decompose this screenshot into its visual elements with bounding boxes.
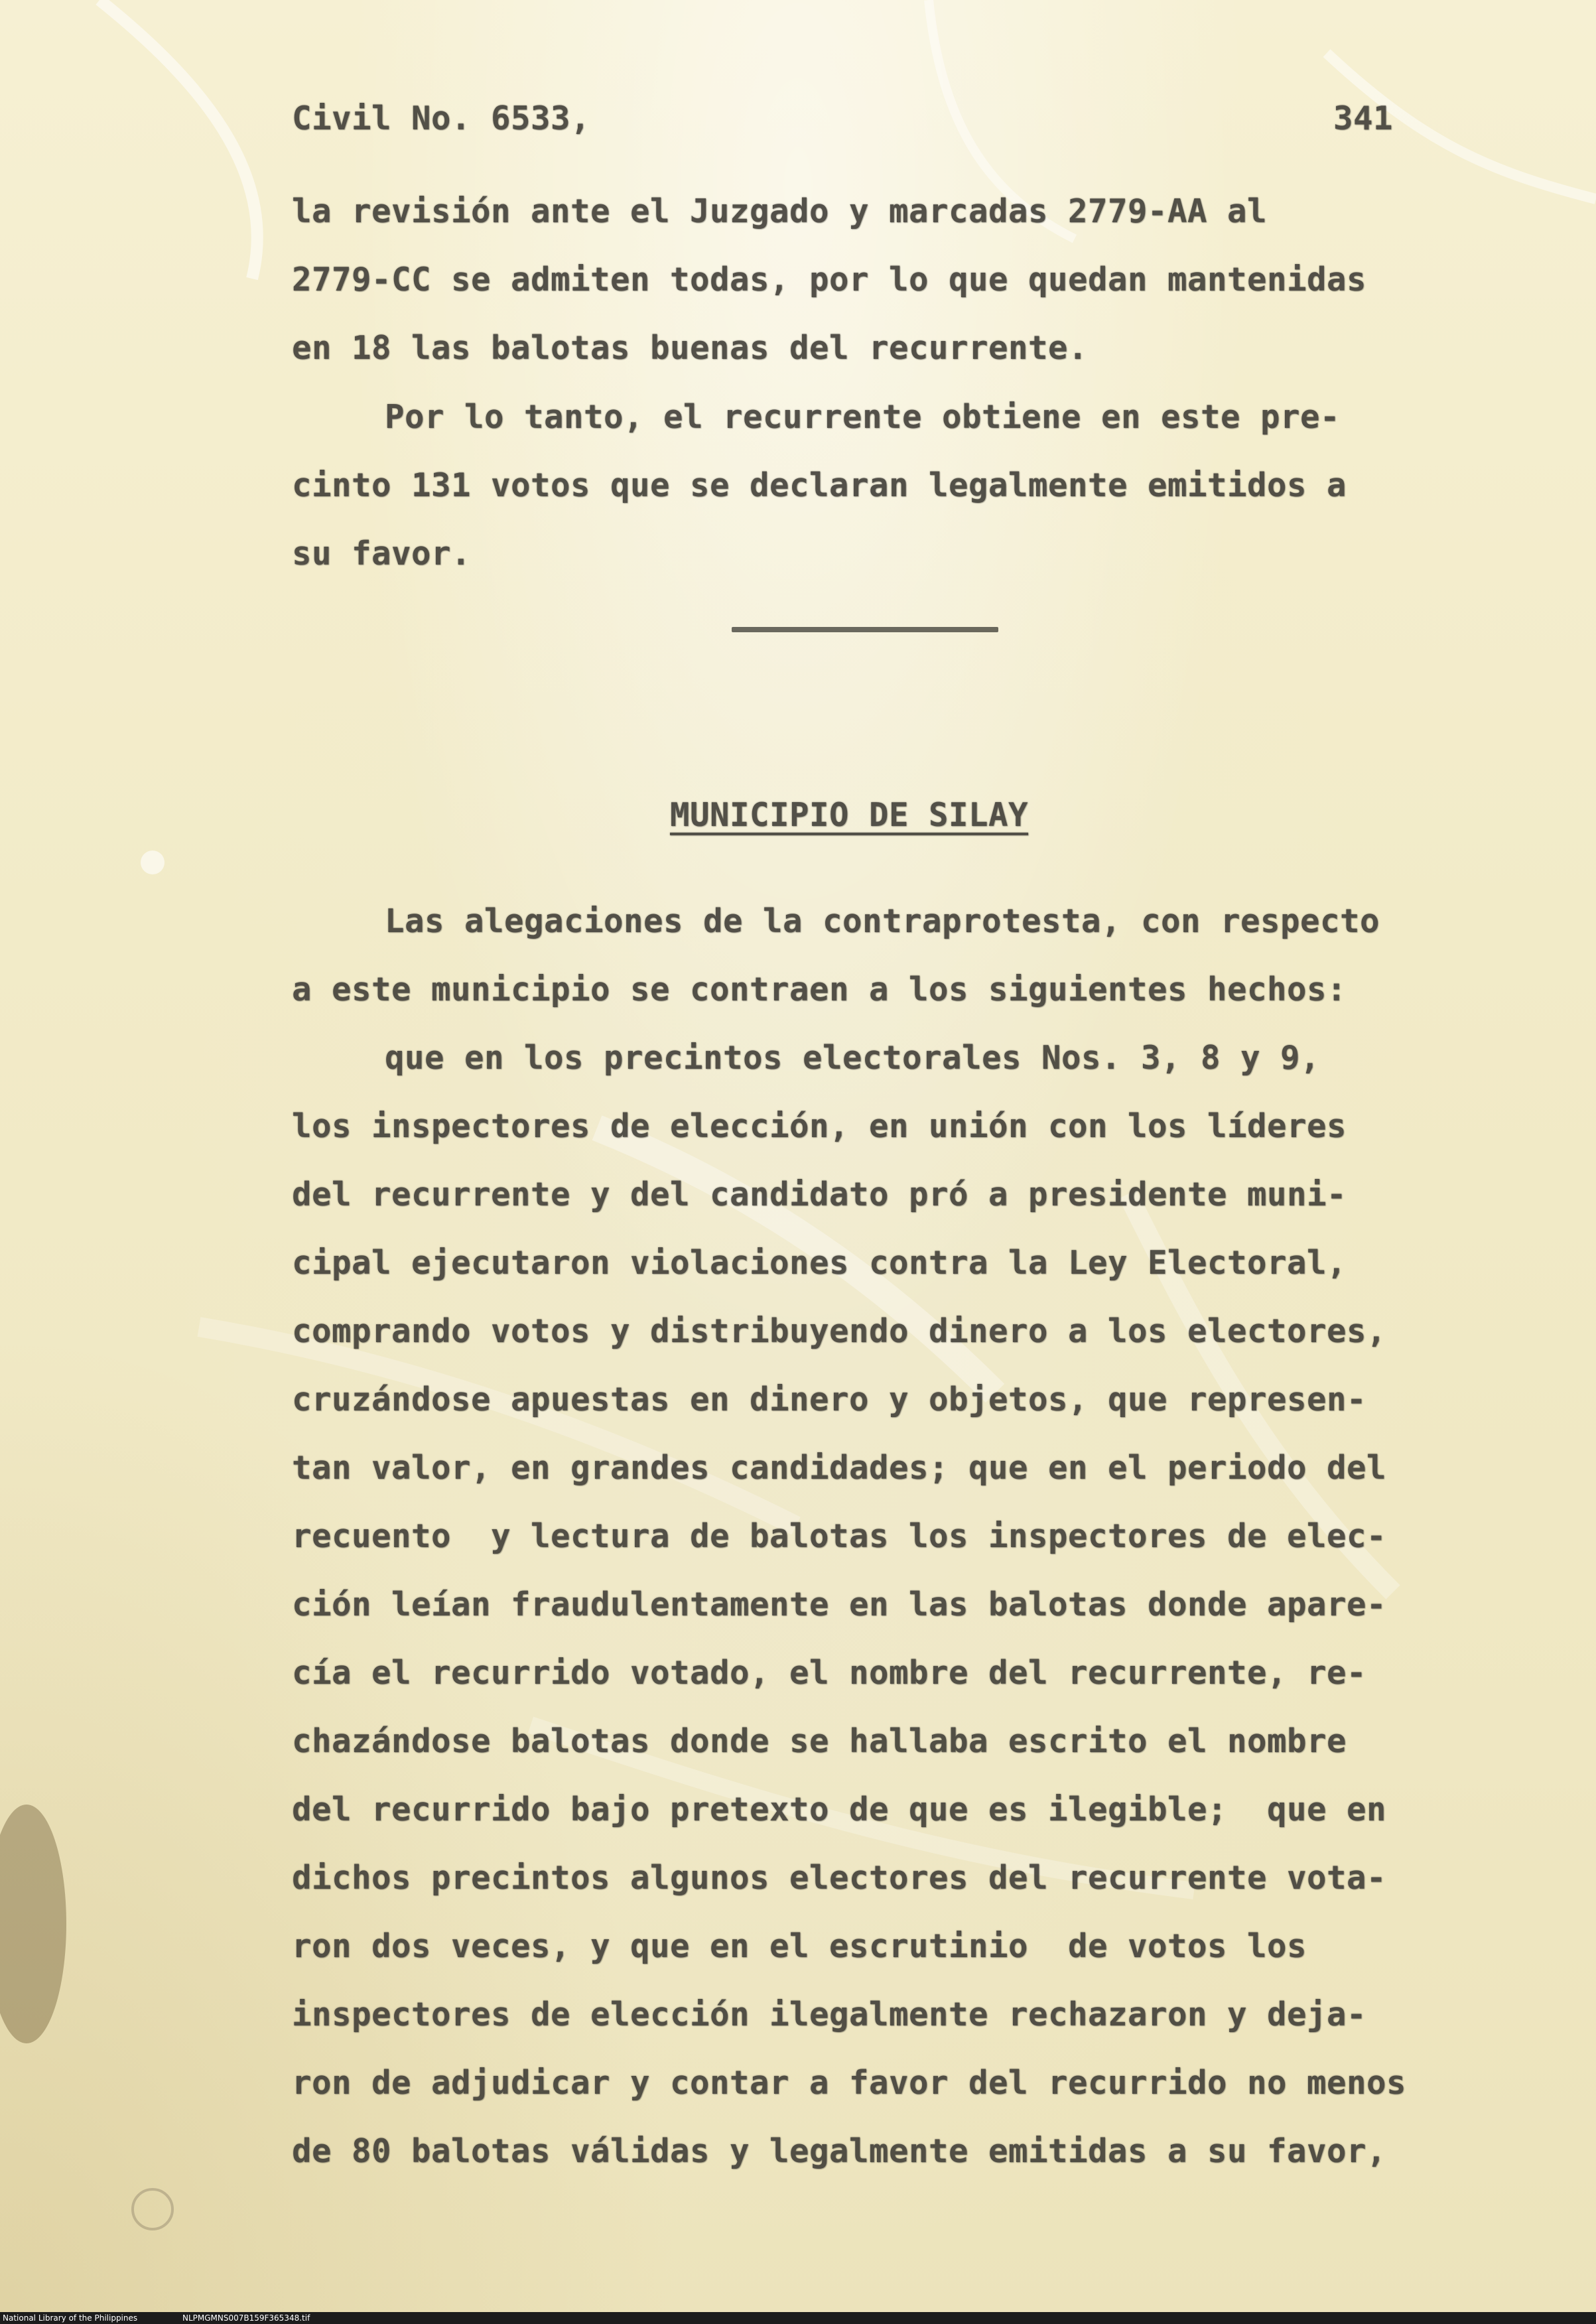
- text-line: la revisión ante el Juzgado y marcadas 2779-AA al: [292, 192, 1268, 230]
- text-line: de 80 balotas válidas y legalmente emitidas a su favor,: [292, 2132, 1387, 2170]
- section-divider: [732, 627, 998, 632]
- text-line: cía el recurrido votado, el nombre del recurrente, re-: [292, 1654, 1367, 1692]
- text-line: Por lo tanto, el recurrente obtiene en este pre-: [385, 398, 1341, 436]
- text-line: a este municipio se contraen a los siguientes hechos:: [292, 971, 1347, 1008]
- text-line: cipal ejecutaron violaciones contra la Ley Electoral,: [292, 1244, 1347, 1282]
- scan-footer: [0, 2312, 1596, 2324]
- text-line: tan valor, en grandes candidades; que en el periodo del: [292, 1449, 1387, 1487]
- text-line: cinto 131 votos que se declaran legalmente emitidos a: [292, 466, 1347, 504]
- text-line: chazándose balotas donde se hallaba escrito el nombre: [292, 1722, 1347, 1760]
- library-name: National Library of the Philippines: [3, 2313, 138, 2323]
- text-line: 2779-CC se admiten todas, por lo que quedan mantenidas: [292, 261, 1367, 299]
- text-line: del recurrente y del candidato pró a presidente muni-: [292, 1176, 1347, 1213]
- text-line: recuento y lectura de balotas los inspectores de elec-: [292, 1517, 1387, 1555]
- text-line: los inspectores de elección, en unión con los líderes: [292, 1107, 1347, 1145]
- text-line: que en los precintos electorales Nos. 3, 8 y 9,: [385, 1039, 1321, 1077]
- case-number: Civil No. 6533,: [292, 100, 591, 137]
- text-line: del recurrido bajo pretexto de que es ilegible; que en: [292, 1791, 1387, 1828]
- text-line: ción leían fraudulentamente en las balotas donde apare-: [292, 1586, 1387, 1623]
- text-line: ron dos veces, y que en el escrutinio de votos los: [292, 1927, 1307, 1965]
- section-heading: MUNICIPIO DE SILAY: [670, 796, 1029, 834]
- text-line: cruzándose apuestas en dinero y objetos, que represen-: [292, 1381, 1367, 1418]
- page-number: 341: [1333, 100, 1394, 137]
- text-line: en 18 las balotas buenas del recurrente.: [292, 329, 1089, 367]
- text-line: su favor.: [292, 535, 472, 573]
- text-line: inspectores de elección ilegalmente rechazaron y deja-: [292, 1996, 1367, 2033]
- text-line: Las alegaciones de la contraprotesta, con respecto: [385, 902, 1380, 940]
- text-line: ron de adjudicar y contar a favor del recurrido no menos: [292, 2064, 1407, 2102]
- text-line: comprando votos y distribuyendo dinero a los electores,: [292, 1312, 1387, 1350]
- text-line: dichos precintos algunos electores del recurrente vota-: [292, 1859, 1387, 1897]
- file-id: NLPMGMNS007B159F365348.tif: [182, 2313, 310, 2323]
